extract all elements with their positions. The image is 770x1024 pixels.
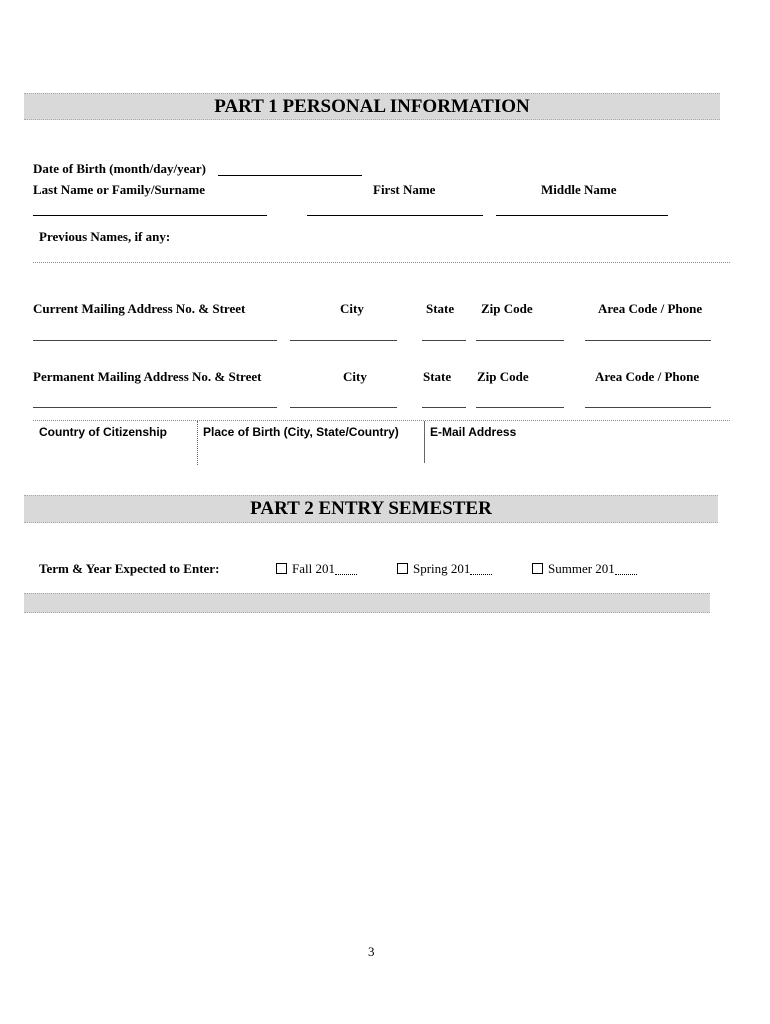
permanent-state-field[interactable]: [422, 407, 466, 408]
part1-title: PART 1 PERSONAL INFORMATION: [214, 96, 530, 117]
middle-name-label: Middle Name: [541, 182, 617, 197]
empty-section-band: [24, 593, 710, 613]
current-zip-field[interactable]: [476, 340, 564, 341]
part1-header-band: [24, 93, 720, 120]
previous-names-label: Previous Names, if any:: [39, 229, 171, 244]
current-state-label: State: [426, 301, 455, 316]
permanent-street-label: Permanent Mailing Address No. & Street: [33, 369, 262, 384]
summer-checkbox[interactable]: [532, 563, 543, 574]
fall-option-label: Fall 201: [292, 561, 335, 576]
current-street-label: Current Mailing Address No. & Street: [33, 301, 246, 316]
dob-label: Date of Birth (month/day/year): [33, 161, 206, 176]
summer-option-label: Summer 201: [548, 561, 615, 576]
citizenship-divider: [197, 421, 198, 465]
email-divider: [424, 421, 425, 463]
current-phone-label: Area Code / Phone: [598, 301, 703, 316]
part2-title: PART 2 ENTRY SEMESTER: [250, 498, 492, 519]
current-street-field[interactable]: [33, 340, 277, 341]
first-name-field[interactable]: [307, 215, 483, 216]
citizenship-label: Country of Citizenship: [39, 425, 167, 439]
spring-year-blank[interactable]: [470, 564, 492, 575]
fall-checkbox[interactable]: [276, 563, 287, 574]
email-field[interactable]: [427, 442, 727, 464]
current-phone-field[interactable]: [585, 340, 711, 341]
spring-option-label: Spring 201: [413, 561, 471, 576]
summer-option[interactable]: [532, 561, 637, 577]
permanent-zip-label: Zip Code: [477, 369, 529, 384]
current-state-field[interactable]: [422, 340, 466, 341]
part2-header-band: [24, 495, 718, 523]
permanent-city-label: City: [343, 369, 367, 384]
last-name-label: Last Name or Family/Surname: [33, 182, 205, 197]
permanent-phone-field[interactable]: [585, 407, 711, 408]
last-name-field[interactable]: [33, 215, 267, 216]
term-label: Term & Year Expected to Enter:: [39, 561, 220, 576]
current-city-field[interactable]: [290, 340, 397, 341]
citizenship-row-top-border: [33, 420, 730, 421]
email-label: E-Mail Address: [430, 425, 517, 439]
birthplace-label: Place of Birth (City, State/Country): [203, 425, 399, 439]
permanent-city-field[interactable]: [290, 407, 397, 408]
dob-field[interactable]: [218, 175, 362, 176]
permanent-state-label: State: [423, 369, 452, 384]
birthplace-field[interactable]: [200, 442, 422, 464]
permanent-phone-label: Area Code / Phone: [595, 369, 700, 384]
spring-checkbox[interactable]: [397, 563, 408, 574]
current-city-label: City: [340, 301, 364, 316]
current-zip-label: Zip Code: [481, 301, 533, 316]
previous-names-field[interactable]: [33, 262, 730, 263]
page-number: 3: [368, 944, 375, 959]
fall-option[interactable]: [276, 561, 357, 577]
fall-year-blank[interactable]: [335, 564, 357, 575]
citizenship-field[interactable]: [33, 442, 195, 464]
permanent-zip-field[interactable]: [476, 407, 564, 408]
middle-name-field[interactable]: [496, 215, 668, 216]
spring-option[interactable]: [397, 561, 492, 577]
permanent-street-field[interactable]: [33, 407, 277, 408]
summer-year-blank[interactable]: [615, 564, 637, 575]
first-name-label: First Name: [373, 182, 436, 197]
